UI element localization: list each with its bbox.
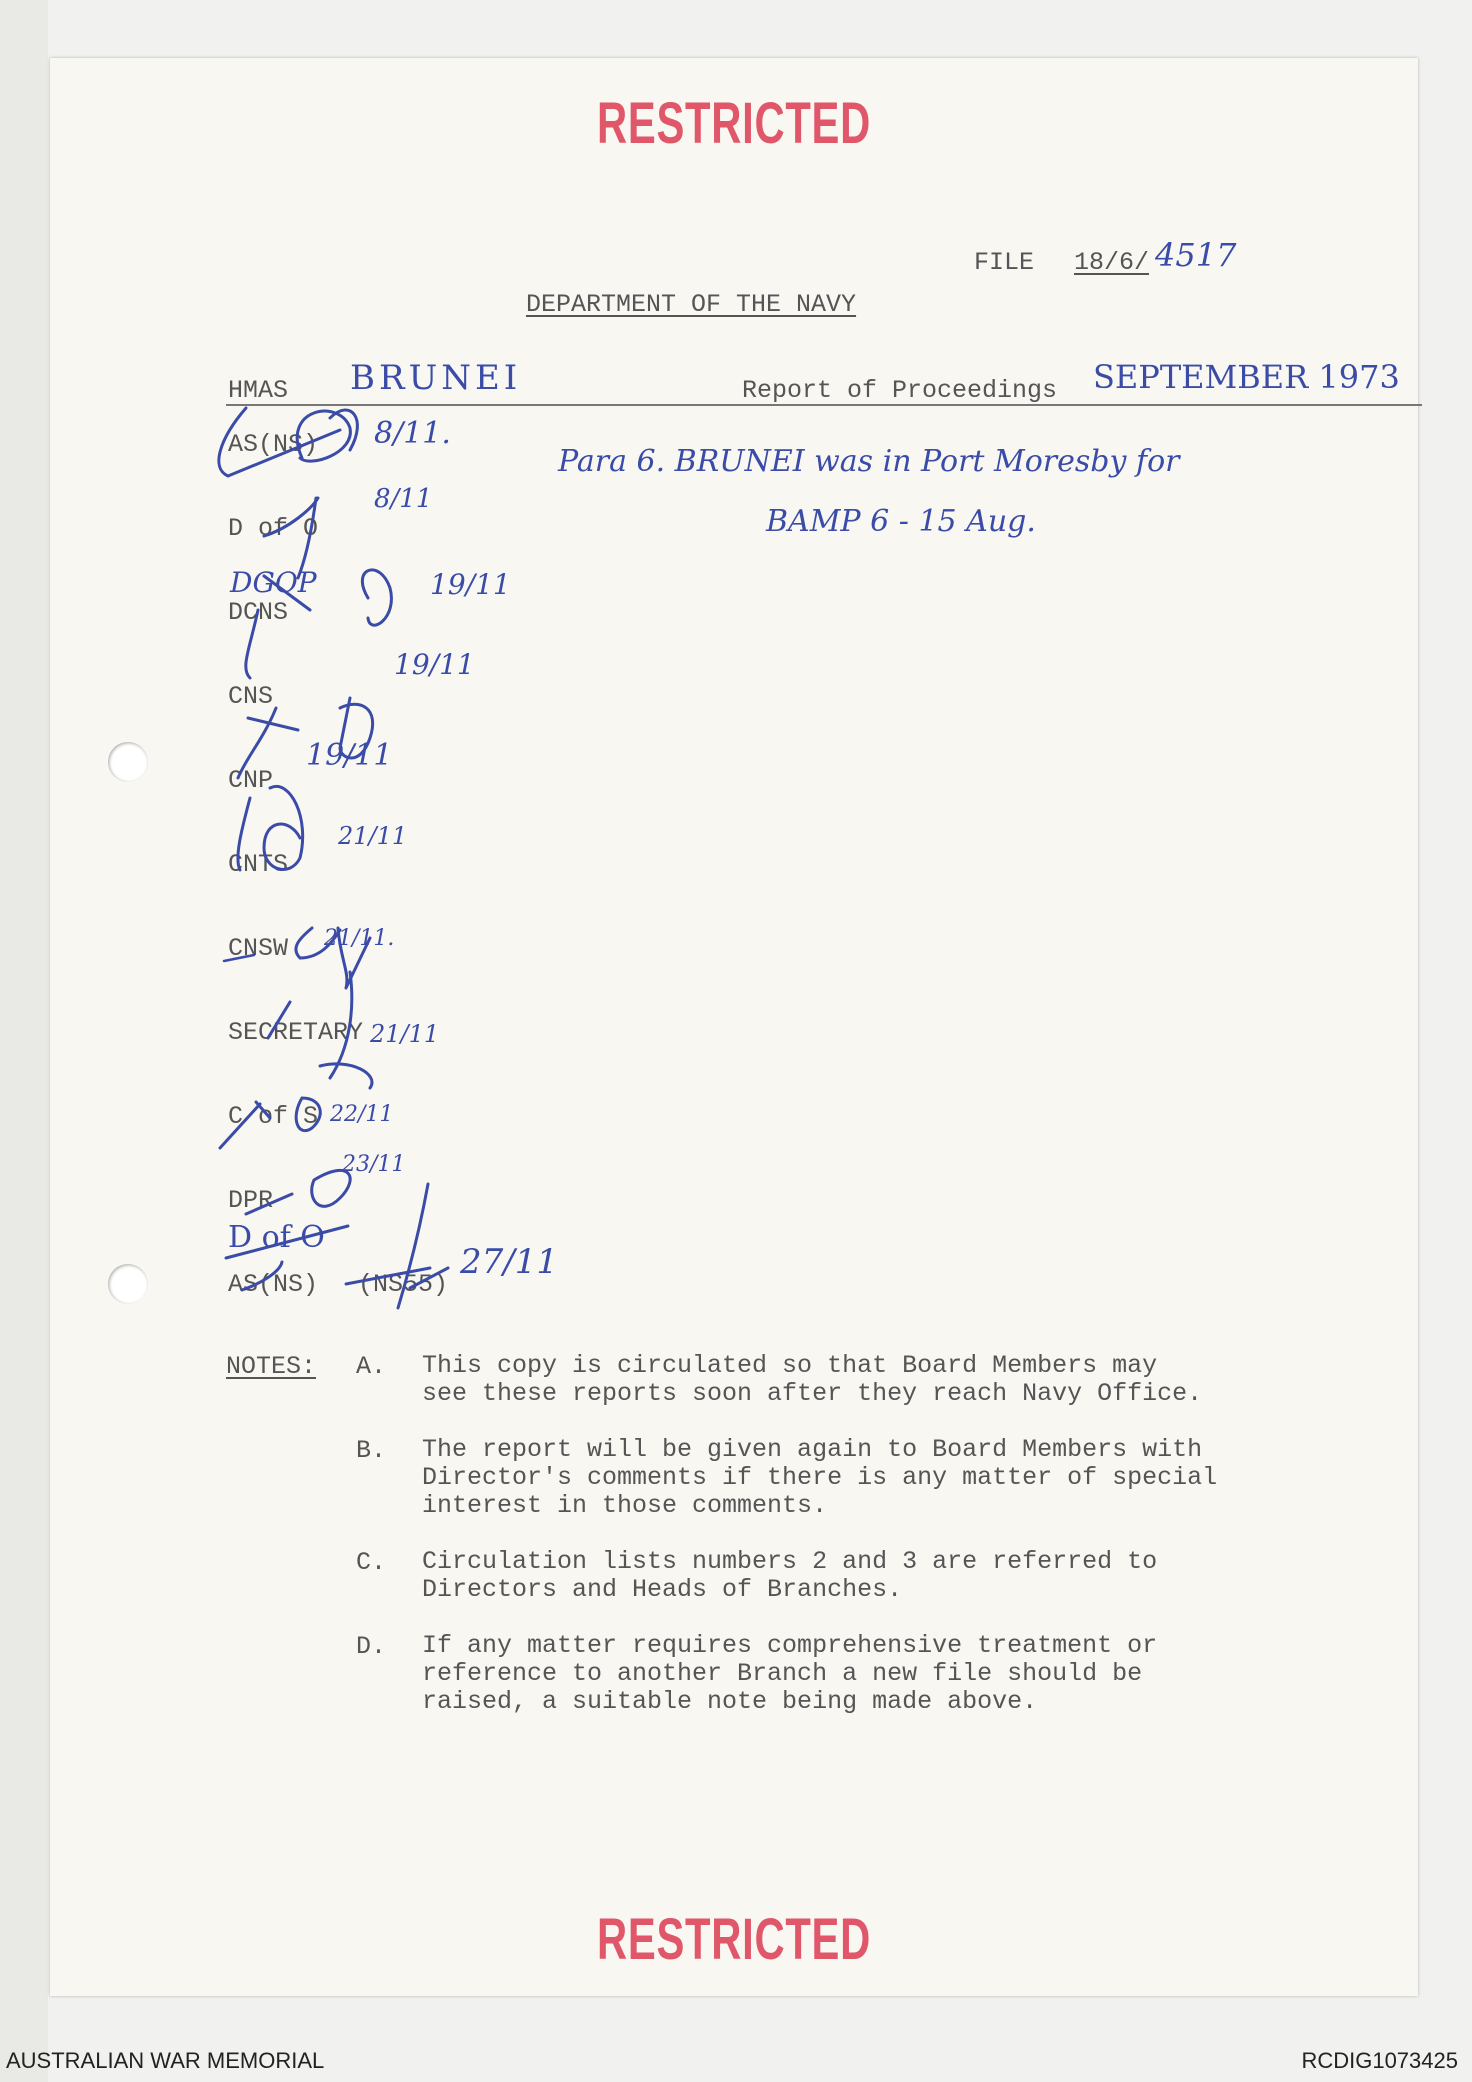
circulation-label: CNS [228,682,274,711]
document-page [50,58,1418,1996]
archive-credit: AUSTRALIAN WAR MEMORIAL [6,2048,325,2073]
circulation-date-handwritten: 19/11 [306,738,393,773]
circulation-label: D of O [228,514,319,543]
circulation-date-handwritten: 27/11 [460,1242,558,1282]
circulation-date-handwritten: 23/11 [342,1152,406,1177]
circulation-label: CNP [228,766,274,795]
minute-line-1: Para 6. BRUNEI was in Port Moresby for [558,444,1180,479]
ship-label: HMAS [228,376,289,405]
note-text: Circulation lists numbers 2 and 3 are referred to Directors and Heads of Branches. [422,1547,1158,1604]
note-letter: C. [356,1548,387,1577]
circulation-label: C of S [228,1102,319,1131]
department-title: DEPARTMENT OF THE NAVY [526,290,857,319]
minute-line-2: BAMP 6 - 15 Aug. [766,504,1036,539]
note-letter: A. [356,1352,387,1381]
circulation-label-handwritten: D of O [228,1220,325,1255]
circulation-date-handwritten: 19/11 [394,648,475,681]
ship-name-handwritten: BRUNEI [350,358,522,398]
circulation-label: SECRETARY [228,1018,364,1047]
circulation-date-handwritten: 8/11 [374,484,433,514]
circulation-label: AS(NS) [228,1270,319,1299]
circulation-label: AS(NS) [228,430,319,459]
circulation-date-handwritten: 19/11 [430,568,511,601]
file-number: 18/6/ [1074,248,1150,277]
note-text: The report will be given again to Board Members with Director's comments if there is any matter of special interest in those comments. [422,1435,1218,1520]
archive-reference: RCDIG1073425 [1301,2048,1458,2073]
scan-background [0,0,48,2082]
notes-heading: NOTES: [226,1352,317,1381]
circulation-label: CNSW [228,934,289,963]
note-text: If any matter requires comprehensive treatment or reference to another Branch a new file should be raised, a suitable note being made above. [422,1631,1158,1716]
file-number-handwritten: 4517 [1155,236,1237,274]
note-letter: D. [356,1632,387,1661]
circulation-date-handwritten: 21/11 [370,1020,440,1048]
circulation-date-handwritten: 8/11. [374,416,451,451]
restricted-stamp-top: RESTRICTED [596,91,872,156]
restricted-stamp-bottom: RESTRICTED [596,1907,872,1972]
circulation-date-handwritten: 22/11 [330,1102,394,1127]
circulation-label: DCNS [228,598,289,627]
report-label: Report of Proceedings [742,376,1058,405]
note-letter: B. [356,1436,387,1465]
circulation-label: DPR [228,1186,274,1215]
circulation-date-handwritten: 21/11 [338,822,408,850]
circulation-label: CNTS [228,850,289,879]
circulation-extra: (NS55) [358,1270,449,1299]
file-label: FILE [974,248,1035,277]
report-period-handwritten: SEPTEMBER 1973 [1093,358,1400,396]
circulation-note-handwritten: DGOP [230,566,317,599]
note-text: This copy is circulated so that Board Members may see these reports soon after they reach Navy Office. [422,1351,1203,1408]
circulation-date-handwritten: 21/11. [324,926,395,951]
